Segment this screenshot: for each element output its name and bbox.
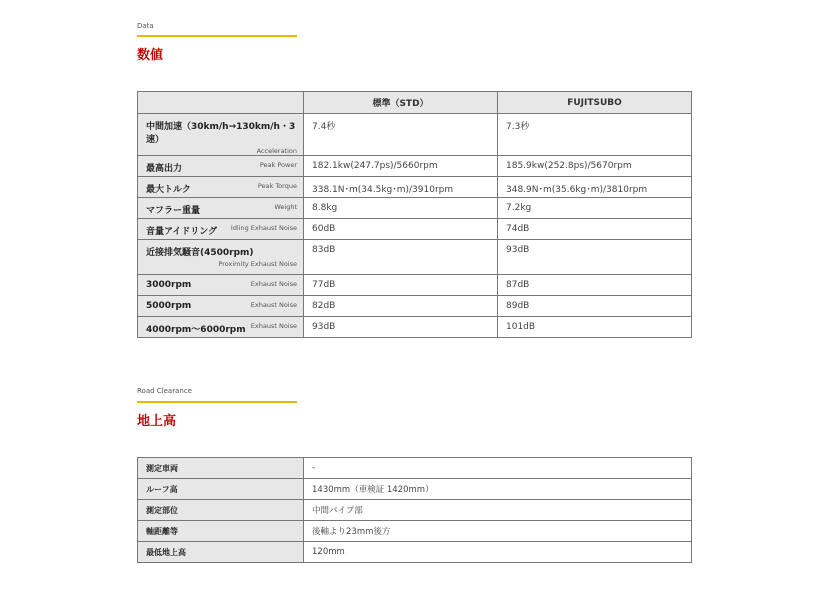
clearance-label-text: 最低地上高 [146, 547, 186, 557]
row-label-en: Exhaust Noise [250, 322, 297, 330]
row-label-jp: 近接排気騒音(4500rpm) [146, 248, 254, 258]
fujitsubo-value: 7.3秒 [498, 114, 692, 156]
clearance-value: 中間パイプ部 [304, 500, 692, 521]
row-label [138, 240, 304, 275]
spec-header-fujitsubo: FUJITSUBO [498, 92, 692, 114]
table-row [138, 198, 692, 219]
fujitsubo-value: 74dB [498, 219, 692, 240]
std-value: 7.4秒 [304, 114, 498, 156]
clearance-section-rule [137, 401, 297, 403]
row-label-en: Idling Exhaust Noise [230, 224, 297, 232]
row-label [138, 156, 304, 177]
spec-table-header-row [138, 92, 692, 114]
row-label [138, 275, 304, 296]
table-row [138, 542, 692, 563]
row-label [138, 198, 304, 219]
clearance-label-text: 測定車両 [146, 463, 178, 473]
clearance-label [138, 521, 304, 542]
fujitsubo-value: 101dB [498, 317, 692, 338]
std-value: 77dB [304, 275, 498, 296]
std-value: 83dB [304, 240, 498, 275]
spec-header-item [138, 92, 304, 114]
clearance-value: 1430mm（車検証 1420mm） [304, 479, 692, 500]
row-label [138, 317, 304, 338]
spec-table [137, 91, 692, 338]
row-label-en: Proximity Exhaust Noise [218, 260, 297, 268]
data-section-eyebrow: Data [137, 22, 154, 30]
fujitsubo-value: 87dB [498, 275, 692, 296]
row-label [138, 296, 304, 317]
clearance-label [138, 542, 304, 563]
fujitsubo-value: 348.9N･m(35.6kg･m)/3810rpm [498, 177, 692, 198]
std-value: 93dB [304, 317, 498, 338]
std-value: 60dB [304, 219, 498, 240]
row-label [138, 219, 304, 240]
std-value: 182.1kw(247.7ps)/5660rpm [304, 156, 498, 177]
row-label-jp: マフラー重量 [146, 206, 201, 216]
std-value: 82dB [304, 296, 498, 317]
clearance-section-eyebrow: Road Clearance [137, 387, 192, 395]
row-label-jp: 中間加速（30km/h→130km/h・3速） [146, 122, 296, 145]
std-value: 8.8kg [304, 198, 498, 219]
row-label-jp: 3000rpm [146, 280, 192, 290]
table-row [138, 500, 692, 521]
clearance-value: 後軸より23mm後方 [304, 521, 692, 542]
table-row [138, 479, 692, 500]
table-row [138, 275, 692, 296]
table-row [138, 114, 692, 156]
row-label-jp: 最大トルク [146, 185, 191, 195]
row-label-en: Exhaust Noise [250, 280, 297, 288]
clearance-section-heading: 地上高 [137, 414, 177, 429]
spec-header-std: 標準（STD） [304, 92, 498, 114]
clearance-value: 120mm [304, 542, 692, 563]
clearance-label [138, 479, 304, 500]
fujitsubo-value: 185.9kw(252.8ps)/5670rpm [498, 156, 692, 177]
std-value: 338.1N･m(34.5kg･m)/3910rpm [304, 177, 498, 198]
data-section-heading: 数値 [137, 48, 164, 63]
fujitsubo-value: 89dB [498, 296, 692, 317]
table-row [138, 219, 692, 240]
clearance-label-text: ルーフ高 [146, 484, 178, 494]
row-label-en: Peak Power [259, 161, 297, 169]
row-label-en: Weight [274, 203, 297, 211]
clearance-label [138, 500, 304, 521]
clearance-value: - [304, 458, 692, 479]
row-label-jp: 最高出力 [146, 164, 183, 174]
row-label-jp: 4000rpm～6000rpm [146, 325, 246, 335]
table-row [138, 317, 692, 338]
row-label-en: Peak Torque [257, 182, 297, 190]
table-row [138, 240, 692, 275]
table-row [138, 296, 692, 317]
table-row [138, 521, 692, 542]
fujitsubo-value: 7.2kg [498, 198, 692, 219]
fujitsubo-value: 93dB [498, 240, 692, 275]
row-label [138, 177, 304, 198]
row-label-jp: 音量アイドリング [146, 227, 218, 237]
clearance-label-text: 軸距離等 [146, 526, 178, 536]
row-label-jp: 5000rpm [146, 301, 192, 311]
data-section-rule [137, 35, 297, 37]
clearance-label [138, 458, 304, 479]
row-label-en: Exhaust Noise [250, 301, 297, 309]
table-row [138, 177, 692, 198]
clearance-label-text: 測定部位 [146, 505, 178, 515]
row-label-en: Acceleration [256, 147, 297, 155]
clearance-table [137, 457, 692, 563]
table-row [138, 156, 692, 177]
table-row [138, 458, 692, 479]
row-label [138, 114, 304, 156]
